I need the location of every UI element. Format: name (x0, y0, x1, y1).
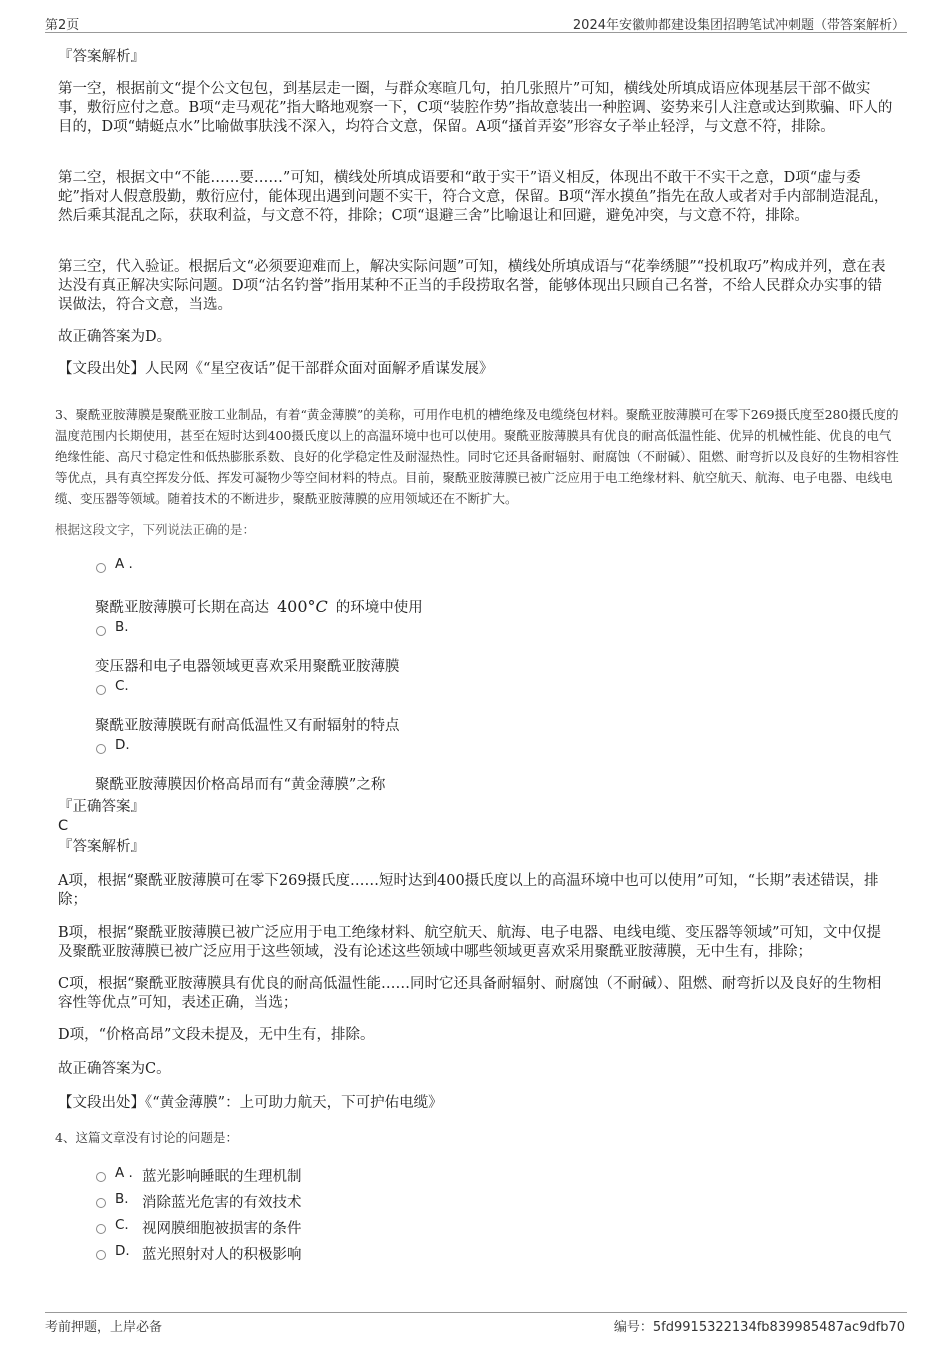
q3-analysis-c: C项，根据“聚酰亚胺薄膜具有优良的耐高低温性能……同时它还具备耐辐射、耐腐蚀（不耐碱）、阻燃、耐弯折以及良好的生物相容性等优点”可知，表述正确，当选； (58, 976, 882, 1011)
q2-analysis-paragraph-1: 第一空，根据前文“提个公文包包，到基层走一圈，与群众寒暄几句，拍几张照片”可知，横线处所填成语应体现基层干部不做实事，敷衍应付之意。B项“走马观花”指大略地观察一下，C项“装腔作势”指故意装出一种腔调、姿势来引人注意或达到欺骗、吓人的目的，D项“蜻蜓点水”比喻做事肤浅不深入，均符合文意，保留。A项“搔首弄姿”形容女子举止轻浮，与文意不符，排除。 (58, 81, 893, 135)
q4-option-b-radio[interactable] (96, 1198, 106, 1208)
q3-option-b-letter: B. (115, 619, 129, 635)
q3-option-d-text: 聚酰亚胺薄膜因价格高昂而有“黄金薄膜”之称 (95, 777, 386, 793)
q4-option-c-radio[interactable] (96, 1224, 106, 1234)
q3-option-c-text: 聚酰亚胺薄膜既有耐高低温性又有耐辐射的特点 (95, 718, 400, 734)
q2-analysis-paragraph-2: 第二空，根据文中“不能……要……”可知，横线处所填成语要和“敢于实干”语义相反，体现出不敢干不实干之意，D项“虚与委蛇”指对人假意殷勤，敷衍应付，能体现出遇到问题不实干，符合文意，保留。B项“浑水摸鱼”指先在敌人或者对手内部制造混乱，然后乘其混乱之际，获取利益，与文意不符，排除；C项“退避三舍”比喻退让和回避，避免冲突，与文意不符，排除。 (58, 170, 889, 224)
q2-conclusion: 故正确答案为D。 (58, 329, 172, 345)
q3-option-b-radio[interactable] (96, 626, 106, 636)
page-footer (45, 1312, 907, 1333)
q3-option-a-radio[interactable] (96, 563, 106, 573)
q3-analysis-b: B项，根据“聚酰亚胺薄膜已被广泛应用于电工绝缘材料、航空航天、航海、电子电器、电线电缆、变压器等领域”可知，文中仅提及聚酰亚胺薄膜已被广泛应用于这些领域，没有论述这些领域中哪些领域更喜欢采用聚酰亚胺薄膜，无中生有，排除； (58, 925, 881, 960)
q4-stem: 4、这篇文章没有讨论的问题是： (55, 1130, 238, 1145)
page-header (45, 12, 907, 33)
q3-source: 【文段出处】《“黄金薄膜”：上可助力航天，下可护佑电缆》 (58, 1095, 443, 1111)
q4-option-d-radio[interactable] (96, 1250, 106, 1260)
q2-source: 【文段出处】人民网《“星空夜话”促干部群众面对面解矛盾谋发展》 (58, 361, 494, 377)
q4-option-b-text: 消除蓝光危害的有效技术 (142, 1195, 302, 1211)
q4-option-a-radio[interactable] (96, 1172, 106, 1182)
q3-analysis-d: D项，“价格高昂”文段未提及，无中生有，排除。 (58, 1027, 375, 1043)
q4-option-b-letter: B. (115, 1191, 129, 1207)
q4-option-c-text: 视网膜细胞被损害的条件 (142, 1221, 302, 1237)
q3-analysis-a: A项，根据“聚酰亚胺薄膜可在零下269摄氏度……短时达到400摄氏度以上的高温环境中也可以使用”可知，“长期”表述错误，排除； (58, 873, 879, 908)
q4-option-d-letter: D. (115, 1243, 130, 1259)
document-code: 编号：5fd9915322134fb839985487ac9dfb70 (613, 1320, 905, 1335)
q3-option-a-letter: A . (115, 556, 133, 572)
q3-option-a-math-number: 400 (277, 597, 308, 616)
q3-option-b-text: 变压器和电子电器领域更喜欢采用聚酰亚胺薄膜 (95, 659, 400, 675)
page-number: 第2页 (45, 18, 80, 33)
q3-option-a-text (95, 596, 423, 617)
q3-option-c-letter: C. (115, 678, 129, 694)
q3-prompt: 根据这段文字，下列说法正确的是： (55, 522, 256, 537)
q3-correct-answer-label: 『正确答案』 (58, 799, 145, 815)
q3-option-a-math-unit: °C (307, 597, 328, 616)
q3-option-a-text-before: 聚酰亚胺薄膜可长期在高达 (95, 600, 269, 616)
document-title: 2024年安徽帅都建设集团招聘笔试冲刺题（带答案解析） (572, 18, 905, 33)
q3-option-a-math (269, 597, 336, 616)
q4-option-a-text: 蓝光影响睡眠的生理机制 (142, 1169, 302, 1185)
q3-option-d-letter: D. (115, 737, 130, 753)
q3-option-d-radio[interactable] (96, 744, 106, 754)
q3-option-c-radio[interactable] (96, 685, 106, 695)
q2-analysis-label: 『答案解析』 (58, 49, 145, 65)
q3-correct-answer: C (58, 818, 69, 834)
q4-option-c-letter: C. (115, 1217, 129, 1233)
q2-analysis-paragraph-3: 第三空，代入验证。根据后文“必须要迎难而上，解决实际问题”可知，横线处所填成语与“花拳绣腿”“投机取巧”构成并列，意在表达没有真正解决实际问题。D项“沽名钓誉”指用某种不正当的手段捞取名誉，能够体现出只顾自己名誉，不给人民群众办实事的错误做法，符合文意，当选。 (58, 259, 886, 313)
q3-conclusion: 故正确答案为C。 (58, 1061, 171, 1077)
q3-option-a-text-after: 的环境中使用 (335, 600, 423, 616)
q3-stem: 3、聚酰亚胺薄膜是聚酰亚胺工业制品，有着“黄金薄膜”的美称，可用作电机的槽绝缘及电缆绕包材料。聚酰亚胺薄膜可在零下269摄氏度至280摄氏度的温度范围内长期使用，甚至在短时达到400摄氏度以上的高温环境中也可以使用。聚酰亚胺薄膜具有优良的耐高低温性能、优异的机械性能、优良的电气绝缘性能、高尺寸稳定性和低热膨胀系数、良好的化学稳定性及耐湿热性。同时它还具备耐辐射、耐腐蚀（不耐碱）、阻燃、耐弯折以及良好的生物相容性等优点，具有真空挥发分低、挥发可凝物少等空间材料的特点。目前，聚酰亚胺薄膜已被广泛应用于电工绝缘材料、航空航天、航海、电子电器、电线电缆、变压器等领域。随着技术的不断进步，聚酰亚胺薄膜的应用领域还在不断扩大。 (55, 407, 899, 506)
footer-slogan: 考前押题，上岸必备 (45, 1320, 163, 1335)
q4-option-d-text: 蓝光照射对人的积极影响 (142, 1247, 302, 1263)
q4-option-a-letter: A . (115, 1165, 133, 1181)
q3-analysis-label: 『答案解析』 (58, 839, 145, 855)
